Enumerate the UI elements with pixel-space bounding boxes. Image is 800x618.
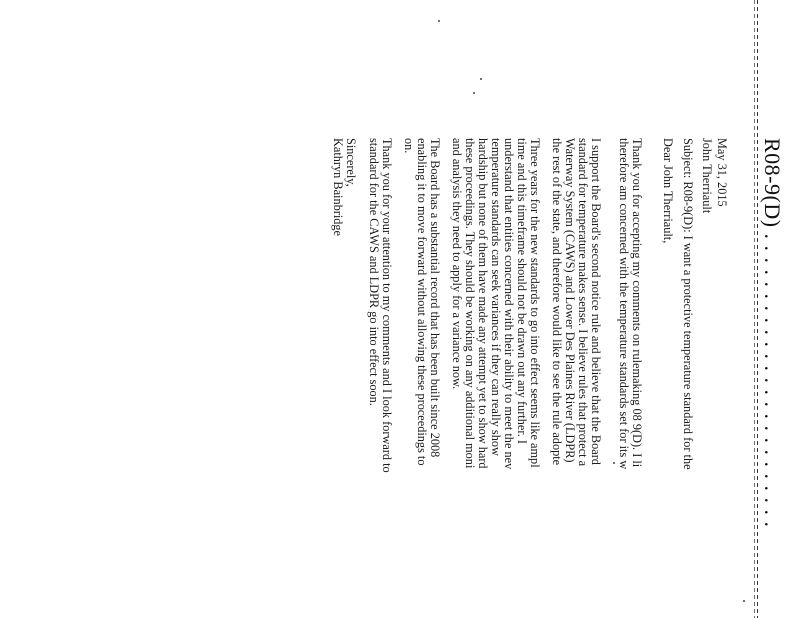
paragraph-line: hardship but none of them have made any attempt yet to show hard [476, 138, 490, 469]
letter-page [235, 0, 795, 618]
paragraph-line: and analysis they need to apply for a variance now. [450, 138, 464, 390]
paragraph-line: standard for temperature makes sense. I believe rules that protect a [576, 138, 590, 467]
paragraph-line: on. [402, 138, 416, 154]
scan-speck [473, 92, 475, 94]
scan-speck [613, 462, 615, 464]
paragraph-line: The Board has a substantial record that has been built since 2008 [428, 138, 442, 458]
docket-heading: R08-9(D) . . . . . . . . . . . . . . . . . . . . . . . . . [760, 138, 785, 528]
scan-speck [743, 600, 745, 602]
paragraph-line: Thank you for accepting my comments on rulemaking 08 9(D). I li [630, 138, 644, 468]
scan-speck [480, 78, 482, 80]
letter-date: May 31, 2015 [715, 138, 729, 207]
paragraph-line: understand that entities concerned with their ability to meet the nev [502, 138, 516, 470]
paragraph-line: Thank you for your attention to my comments and I look forward to [380, 138, 394, 473]
heading-rule-lower [754, 0, 755, 618]
paragraph-line: the rest of the state, and therefore would like to see the rule adopte [550, 138, 564, 466]
paragraph-line: standard for the CAWS and LDPR go into effect soon. [367, 138, 381, 406]
paragraph-line: enabling it to move forward without allowing these proceedings to [415, 138, 429, 466]
paragraph-line: therefore am concerned with the temperature standards set for its w [617, 138, 631, 470]
paragraph-line: Three years for the new standards to go into effect seems like ampl [528, 138, 542, 468]
paragraph-line: time and this timeframe should not be drawn out any further. I [515, 138, 529, 444]
closing: Sincerely, [344, 138, 358, 187]
salutation: Dear John Therriault, [661, 138, 675, 244]
paragraph-line: temperature standards can seek variances if they can really show [489, 138, 503, 456]
paragraph-line: these proceedings. They should be working on any additional moni [463, 138, 477, 469]
scan-speck [438, 20, 440, 22]
paragraph-line: Waterway System (CAWS) and Lower Des Plaines River (LDPR) [563, 138, 577, 463]
subject-line: Subject: R08-9(D): I want a protective temperature standard for the [681, 138, 695, 470]
heading-rule [757, 0, 758, 618]
paragraph-line: I support the Board's second notice rule and believe that the Board [589, 138, 603, 465]
signature-name: Kathryn Bainbridge [331, 138, 345, 237]
recipient-name: John Therriault [700, 138, 714, 214]
